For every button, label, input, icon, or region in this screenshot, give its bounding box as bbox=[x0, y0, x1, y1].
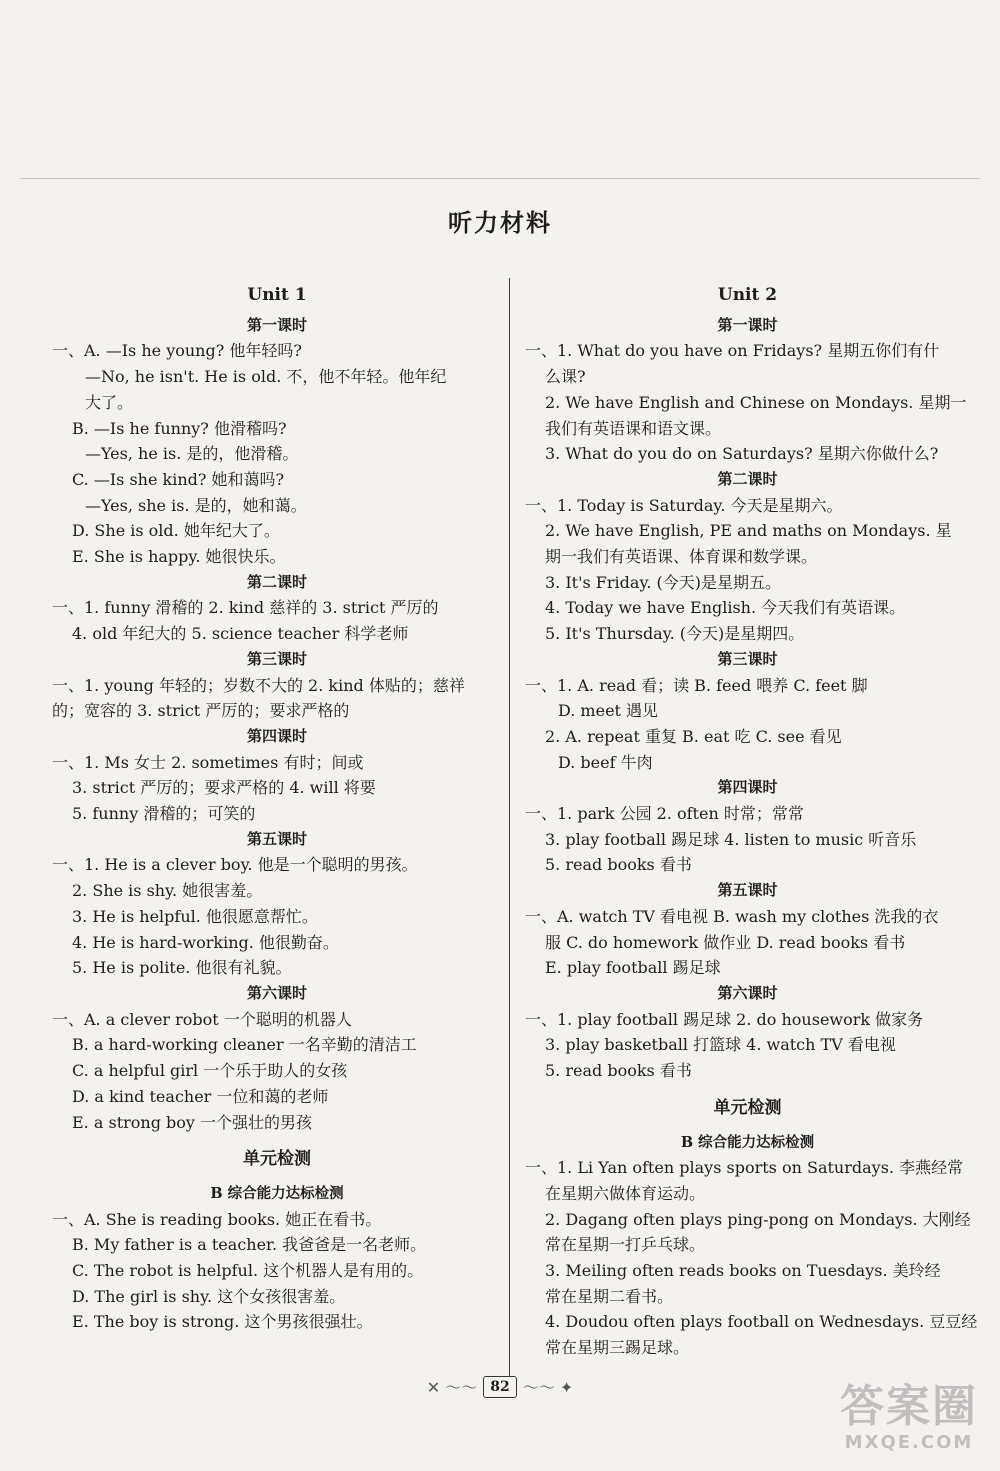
watermark-url: MXQE.COM bbox=[844, 1432, 974, 1453]
answer-line: D. The girl is shy. 这个女孩很害羞。 bbox=[72, 1286, 346, 1306]
answer-line: 一、1. A. read 看；读 B. feed 喂养 C. feet 脚 bbox=[525, 675, 868, 695]
answer-line: 一、1. What do you have on Fridays? 星期五你们有什 bbox=[525, 341, 940, 361]
answer-line: C. —Is she kind? 她和蔼吗? bbox=[72, 469, 285, 489]
answer-line: 5. It's Thursday. (今天)是星期四。 bbox=[545, 624, 805, 644]
answer-line: 5. read books 看书 bbox=[545, 1061, 692, 1081]
right-ornament-icon: ～～ ✦ bbox=[522, 1378, 574, 1397]
answer-line: 一、1. Today is Saturday. 今天是星期六。 bbox=[525, 495, 843, 515]
lesson-title: 第三课时 bbox=[246, 649, 307, 668]
lesson-title: 第六课时 bbox=[717, 983, 778, 1002]
answer-line: E. She is happy. 她很快乐。 bbox=[72, 547, 286, 567]
lesson-title: 第二课时 bbox=[717, 469, 778, 488]
answer-line: —No, he isn't. He is old. 不，他不年轻。他年纪 bbox=[85, 367, 447, 387]
answer-line: 常在星期三踢足球。 bbox=[545, 1338, 690, 1358]
answer-line: 在星期六做体育运动。 bbox=[545, 1183, 706, 1203]
answer-line: 5. funny 滑稽的；可笑的 bbox=[72, 804, 256, 824]
lesson-title: 第五课时 bbox=[717, 881, 778, 900]
answer-line: D. She is old. 她年纪大了。 bbox=[72, 521, 280, 541]
lesson-title: 第一课时 bbox=[717, 315, 778, 334]
answer-line: E. The boy is strong. 这个男孩很强壮。 bbox=[72, 1312, 373, 1332]
right-column bbox=[525, 283, 978, 1361]
answer-line: E. play football 踢足球 bbox=[545, 958, 721, 978]
answer-line: 2. A. repeat 重复 B. eat 吃 C. see 看见 bbox=[545, 726, 842, 746]
left-ornament-icon: ✕ ～～ bbox=[426, 1378, 478, 1397]
answer-line: 4. Today we have English. 今天我们有英语课。 bbox=[545, 598, 906, 618]
column-divider bbox=[509, 278, 510, 1376]
answer-line: 大了。 bbox=[85, 392, 134, 412]
answer-line: 么课? bbox=[545, 367, 586, 387]
top-rule bbox=[20, 178, 980, 179]
lesson-title: 第六课时 bbox=[246, 983, 307, 1002]
lesson-title: 第五课时 bbox=[246, 829, 307, 848]
unit-test-title: 单元检测 bbox=[713, 1097, 782, 1118]
answer-line: 4. He is hard-working. 他很勤奋。 bbox=[72, 932, 339, 952]
lesson-title: 第三课时 bbox=[717, 649, 778, 668]
answer-line: 的；宽容的 3. strict 严厉的；要求严格的 bbox=[52, 701, 350, 721]
answer-line: 3. play basketball 打篮球 4. watch TV 看电视 bbox=[545, 1035, 896, 1055]
unit-test-subtitle: B 综合能力达标检测 bbox=[210, 1184, 344, 1202]
answer-line: 常在星期一打乒乓球。 bbox=[545, 1235, 706, 1255]
answer-line: 一、1. park 公园 2. often 时常；常常 bbox=[525, 804, 804, 824]
answer-line: D. meet 遇见 bbox=[558, 701, 659, 721]
answer-line: 一、1. young 年轻的；岁数不大的 2. kind 体贴的；慈祥 bbox=[52, 675, 465, 695]
answer-line: 3. Meiling often reads books on Tuesdays. 美玲经 bbox=[545, 1261, 941, 1281]
watermark-main: 答案圈 bbox=[840, 1381, 978, 1432]
answer-line: 期一我们有英语课、体育课和数学课。 bbox=[545, 547, 818, 567]
answer-line: 一、1. Li Yan often plays sports on Saturdays. 李燕经常 bbox=[525, 1158, 964, 1178]
answer-line: 5. He is polite. 他很有礼貌。 bbox=[72, 958, 292, 978]
answer-line: 一、A. watch TV 看电视 B. wash my clothes 洗我的衣 bbox=[525, 906, 939, 926]
answer-line: B. —Is he funny? 他滑稽吗? bbox=[72, 418, 287, 438]
answer-line: 一、1. play football 踢足球 2. do housework 做家务 bbox=[525, 1009, 924, 1029]
answer-line: 3. It's Friday. (今天)是星期五。 bbox=[545, 572, 782, 592]
page-number: 82 bbox=[483, 1376, 516, 1398]
lesson-title: 第四课时 bbox=[717, 778, 778, 797]
lesson-title: 第二课时 bbox=[246, 572, 307, 591]
answer-line: B. My father is a teacher. 我爸爸是一名老师。 bbox=[72, 1235, 427, 1255]
answer-line: B. a hard-working cleaner 一名辛勤的清洁工 bbox=[72, 1035, 417, 1055]
answer-line: 4. old 年纪大的 5. science teacher 科学老师 bbox=[72, 624, 409, 644]
unit-title: Unit 1 bbox=[247, 285, 307, 305]
answer-line: 5. read books 看书 bbox=[545, 855, 692, 875]
answer-line: 2. We have English, PE and maths on Mondays. 星 bbox=[545, 521, 952, 541]
answer-line: 一、1. Ms 女士 2. sometimes 有时；间或 bbox=[52, 752, 364, 772]
unit-test-subtitle: B 综合能力达标检测 bbox=[680, 1133, 815, 1151]
answer-line: 2. We have English and Chinese on Mondays. 星期一 bbox=[545, 392, 967, 412]
lesson-title: 第四课时 bbox=[246, 726, 307, 745]
answer-line: 一、A. a clever robot 一个聪明的机器人 bbox=[52, 1009, 352, 1029]
answer-line: —Yes, he is. 是的，他滑稽。 bbox=[85, 444, 299, 464]
answer-line: 4. Doudou often plays football on Wednesdays. 豆豆经 bbox=[545, 1312, 978, 1332]
lesson-title: 第一课时 bbox=[246, 315, 307, 334]
answer-line: 我们有英语课和语文课。 bbox=[545, 418, 722, 438]
answer-line: 一、A. She is reading books. 她正在看书。 bbox=[52, 1209, 382, 1229]
answer-line: 2. She is shy. 她很害羞。 bbox=[72, 881, 263, 901]
answer-line: 3. strict 严厉的；要求严格的 4. will 将要 bbox=[72, 778, 376, 798]
answer-line: 常在星期二看书。 bbox=[545, 1286, 674, 1306]
left-column bbox=[52, 283, 502, 1335]
answer-line: D. beef 牛肉 bbox=[558, 752, 653, 772]
answer-line: 3. He is helpful. 他很愿意帮忙。 bbox=[72, 906, 318, 926]
answer-line: 一、1. He is a clever boy. 他是一个聪明的男孩。 bbox=[52, 855, 418, 875]
answer-line: 3. play football 踢足球 4. listen to music 听音乐 bbox=[545, 829, 917, 849]
answer-line: —Yes, she is. 是的，她和蔼。 bbox=[85, 495, 307, 515]
answer-line: 3. What do you do on Saturdays? 星期六你做什么? bbox=[545, 444, 939, 464]
answer-line: 一、A. —Is he young? 他年轻吗? bbox=[52, 341, 302, 361]
unit-test-title: 单元检测 bbox=[243, 1149, 311, 1170]
answer-line: C. The robot is helpful. 这个机器人是有用的。 bbox=[72, 1261, 424, 1281]
answer-line: 一、1. funny 滑稽的 2. kind 慈祥的 3. strict 严厉的 bbox=[52, 598, 439, 618]
watermark-logo bbox=[840, 1382, 978, 1453]
answer-line: E. a strong boy 一个强壮的男孩 bbox=[72, 1112, 313, 1132]
unit-title: Unit 2 bbox=[717, 285, 778, 305]
page-title: 听力材料 bbox=[448, 208, 552, 237]
answer-line: 2. Dagang often plays ping-pong on Mondays. 大刚经 bbox=[545, 1209, 971, 1229]
answer-line: 服 C. do homework 做作业 D. read books 看书 bbox=[545, 932, 906, 952]
answer-line: D. a kind teacher 一位和蔼的老师 bbox=[72, 1086, 329, 1106]
answer-line: C. a helpful girl 一个乐于助人的女孩 bbox=[72, 1061, 348, 1081]
